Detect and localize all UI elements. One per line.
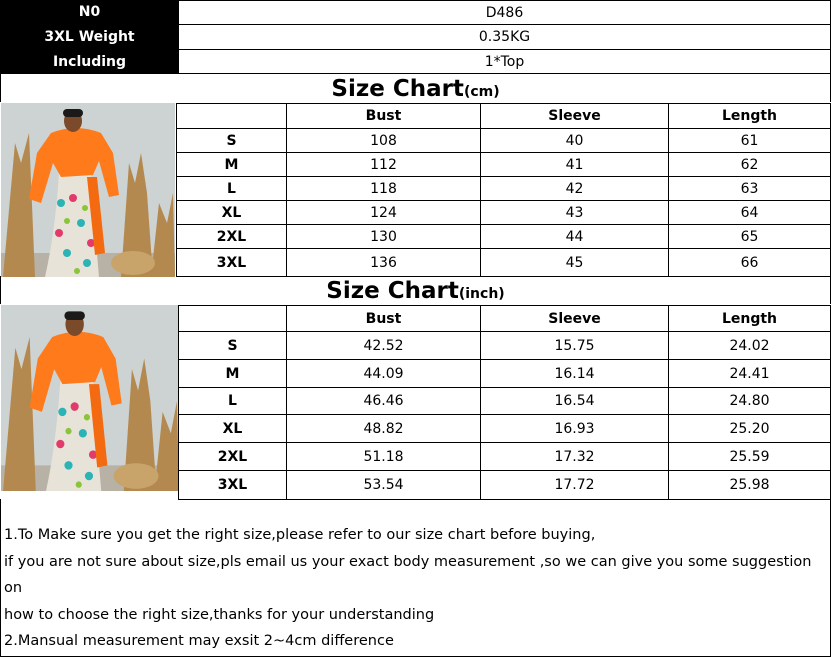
inch-bust-3xl: 53.54 (286, 470, 481, 500)
inch-header-length: Length (668, 305, 831, 332)
cm-sleeve-3xl: 45 (480, 248, 669, 277)
size-chart-cm-title-text: Size Chart (331, 76, 464, 102)
note-line-3: how to choose the right size,thanks for your understanding (4, 606, 435, 623)
cm-bust-xl: 124 (286, 200, 481, 225)
cm-length-s: 61 (668, 128, 831, 153)
inch-bust-s: 42.52 (286, 331, 481, 360)
cm-bust-2xl: 130 (286, 224, 481, 249)
cm-bust-l: 118 (286, 176, 481, 201)
cm-header-length: Length (668, 103, 831, 129)
inch-size-2xl: 2XL (178, 442, 287, 471)
inch-bust-l: 46.46 (286, 387, 481, 415)
cm-size-xl: XL (176, 200, 287, 225)
inch-bust-2xl: 51.18 (286, 442, 481, 471)
inch-header-sleeve: Sleeve (480, 305, 669, 332)
cm-length-3xl: 66 (668, 248, 831, 277)
cm-header-sleeve: Sleeve (480, 103, 669, 129)
cm-size-2xl: 2XL (176, 224, 287, 249)
inch-bust-xl: 48.82 (286, 414, 481, 443)
cm-size-3xl: 3XL (176, 248, 287, 277)
info-label-n0: N0 (0, 0, 179, 24)
inch-sleeve-l: 16.54 (480, 387, 669, 415)
inch-sleeve-s: 15.75 (480, 331, 669, 360)
size-chart-inch-title-text: Size Chart (326, 278, 459, 304)
note-line-1: 1.To Make sure you get the right size,please refer to our size chart before buying, (4, 527, 596, 543)
inch-sleeve-3xl: 17.72 (480, 470, 669, 500)
product-photo-inch-illustration (1, 305, 179, 491)
note-line-4: 2.Mansual measurement may exsit 2~4cm difference (4, 633, 394, 649)
cm-bust-s: 108 (286, 128, 481, 153)
info-label-including: Including (0, 49, 179, 74)
inch-header-bust: Bust (286, 305, 481, 332)
size-chart-cm-title (0, 73, 831, 102)
info-value-n0: D486 (178, 0, 831, 25)
inch-size-m: M (178, 359, 287, 388)
inch-size-l: L (178, 387, 287, 415)
inch-sleeve-xl: 16.93 (480, 414, 669, 443)
inch-length-m: 24.41 (668, 359, 831, 388)
note-line-2: if you are not sure about size,pls email us your exact body measurement ,so we can give you some suggestion on (4, 553, 812, 596)
info-table (0, 0, 831, 74)
inch-size-s: S (178, 331, 287, 360)
inch-length-2xl: 25.59 (668, 442, 831, 471)
cm-length-2xl: 65 (668, 224, 831, 249)
info-value-including: 1*Top (178, 49, 831, 74)
cm-bust-3xl: 136 (286, 248, 481, 277)
cm-length-m: 62 (668, 152, 831, 177)
info-label-weight: 3XL Weight (0, 24, 179, 49)
inch-size-3xl: 3XL (178, 470, 287, 500)
cm-length-xl: 64 (668, 200, 831, 225)
product-photo-cm (1, 103, 175, 277)
notes-text (4, 522, 831, 655)
inch-length-3xl: 25.98 (668, 470, 831, 500)
cm-header-bust: Bust (286, 103, 481, 129)
inch-bust-m: 44.09 (286, 359, 481, 388)
inch-sleeve-m: 16.14 (480, 359, 669, 388)
cm-size-m: M (176, 152, 287, 177)
inch-sleeve-2xl: 17.32 (480, 442, 669, 471)
size-chart-inch-title (0, 276, 831, 304)
cm-sleeve-xl: 43 (480, 200, 669, 225)
inch-size-xl: XL (178, 414, 287, 443)
cm-length-l: 63 (668, 176, 831, 201)
cm-sleeve-s: 40 (480, 128, 669, 153)
cm-sleeve-2xl: 44 (480, 224, 669, 249)
size-chart-cm-unit: (cm) (463, 84, 500, 100)
product-photo-inch (1, 305, 179, 491)
inch-length-s: 24.02 (668, 331, 831, 360)
cm-sleeve-l: 42 (480, 176, 669, 201)
inch-length-xl: 25.20 (668, 414, 831, 443)
cm-size-l: L (176, 176, 287, 201)
cm-corner-cell (176, 103, 287, 129)
product-photo-cm-illustration (1, 103, 175, 277)
inch-length-l: 24.80 (668, 387, 831, 415)
size-chart-inch-unit: (inch) (458, 286, 505, 302)
cm-size-s: S (176, 128, 287, 153)
info-value-weight: 0.35KG (178, 24, 831, 50)
cm-bust-m: 112 (286, 152, 481, 177)
inch-corner-cell (178, 305, 287, 332)
cm-sleeve-m: 41 (480, 152, 669, 177)
